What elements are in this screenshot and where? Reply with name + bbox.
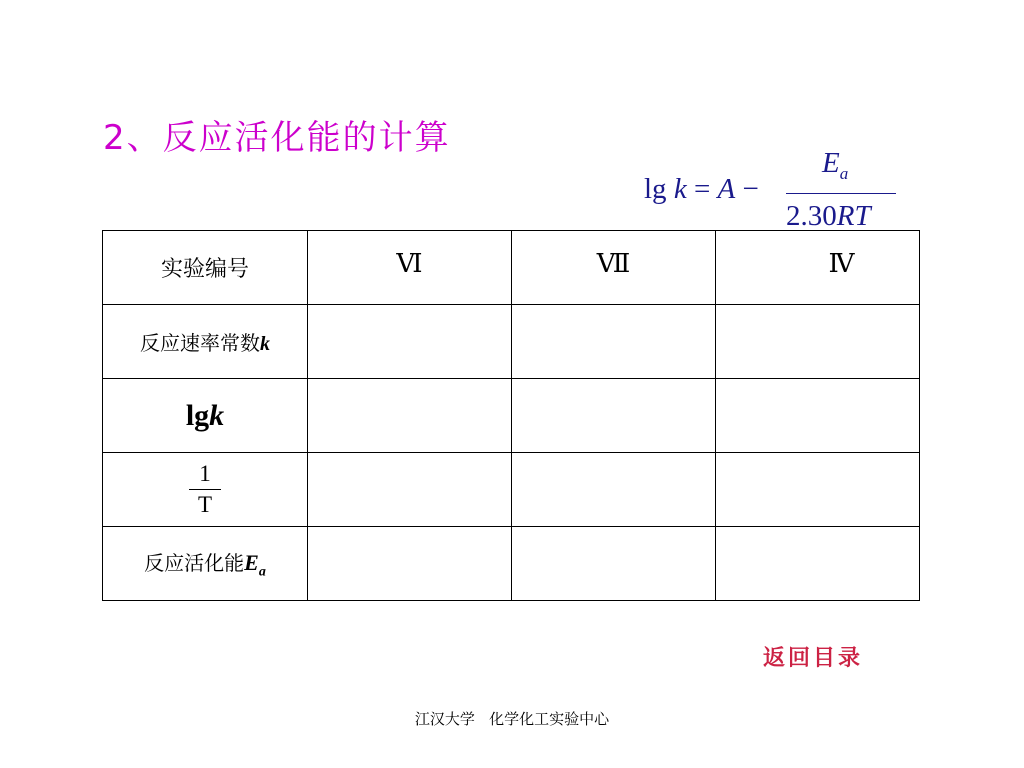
formula-numerator [822,147,848,184]
formula-fraction-bar [786,193,896,194]
table-cell [716,453,920,527]
header-label-cell [103,231,308,305]
header-col-VII: Ⅶ [596,248,631,279]
header-col-cell [308,231,512,305]
ea-sub: a [258,564,266,580]
rate-constant-label: 反应速率常数 [140,331,260,355]
experiment-table [102,230,920,601]
table-row [103,453,920,527]
lgk-k: k [209,398,225,432]
formula-lg: lg [644,173,667,205]
table-row [103,379,920,453]
row-label-activation-energy [103,527,308,601]
ea-E: E [244,549,259,575]
back-to-contents-link[interactable]: 返回目录 [763,646,864,671]
table-cell [308,527,512,601]
footer-text: 江汉大学 化学化工实验中心 [414,710,610,728]
formula-E-sub: a [839,163,849,183]
formula-k: k [673,173,687,205]
rate-constant-symbol: k [260,333,270,355]
formula-lhs [644,173,759,206]
inverse-T-numerator: 1 [199,461,211,486]
formula-denominator [786,200,871,233]
table-header-row [103,231,920,305]
table-cell [512,305,716,379]
formula-denominator-number: 2.30 [786,200,837,232]
table-cell [716,305,920,379]
inverse-T-denominator: T [197,492,213,517]
lgk-lg: lg [185,398,210,432]
table-cell [308,453,512,527]
table-cell [716,527,920,601]
formula-eq: = [686,173,718,205]
row-label-inverse-T [103,453,308,527]
table-row [103,527,920,601]
table-cell [308,379,512,453]
formula-A: A [717,173,736,205]
slide-title: 2、反应活化能的计算 [103,118,451,158]
table-cell [512,379,716,453]
arrhenius-formula [644,147,904,232]
table-cell [512,527,716,601]
header-col-cell [716,231,920,305]
inverse-T-fraction [189,461,221,518]
row-label-lgk [103,379,308,453]
activation-energy-symbol [244,549,266,580]
header-col-cell [512,231,716,305]
formula-denominator-RT: RT [836,200,871,232]
table-row [103,305,920,379]
header-col-IV: Ⅳ [828,248,855,279]
header-col-VI: Ⅵ [396,248,423,279]
row-label-rate-constant [103,305,308,379]
table-cell [512,453,716,527]
table-cell [308,305,512,379]
activation-energy-label: 反应活化能 [144,550,245,575]
formula-E: E [822,147,840,179]
header-label: 实验编号 [160,257,249,282]
inverse-T-bar [189,489,221,490]
formula-minus: − [735,173,759,205]
table-cell [716,379,920,453]
